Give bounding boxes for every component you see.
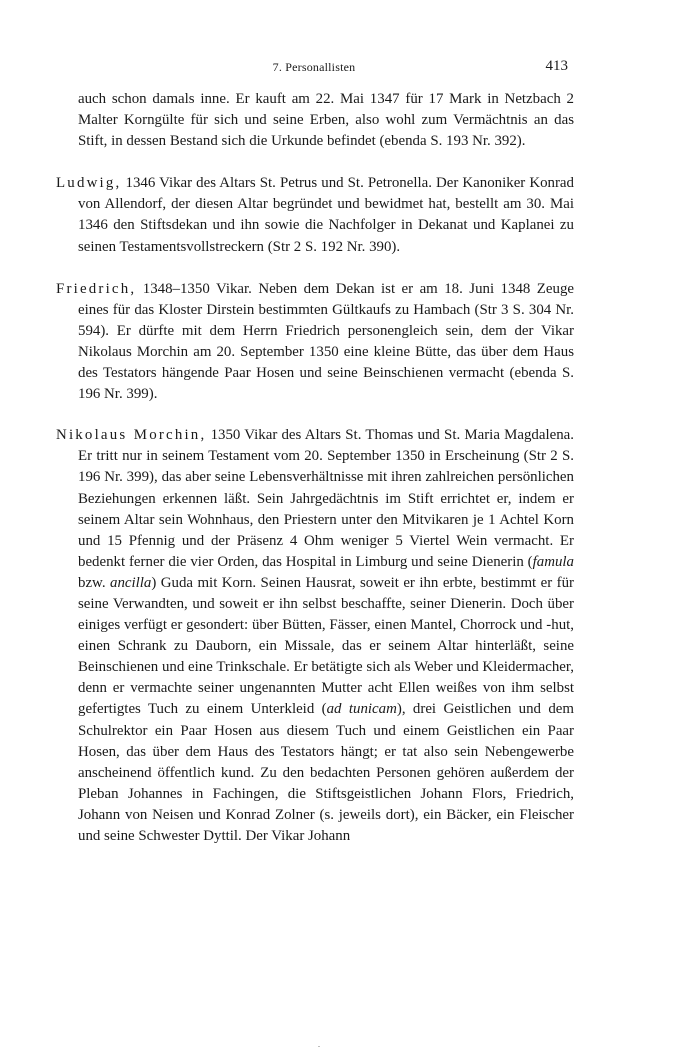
entry-text: bzw.	[78, 574, 111, 591]
entry-name: Friedrich,	[56, 280, 137, 297]
entry-name: Ludwig,	[56, 175, 122, 192]
running-header	[60, 58, 568, 78]
entry-nikolaus-morchin	[56, 425, 574, 847]
entry-text: 1348–1350 Vikar. Neben dem Dekan ist er am 18. Juni 1348 Zeuge eines für das Kloster Dirstein bestimmten Gültkaufs zu Hambach (Str 3 S. 304 Nr. 594). Er dürfte mit dem Herrn Friedrich personengleich sein, dem der Vikar Nikolaus Morchin am 20. September 1350 eine kleine Bütte, das über dem Haus des Testators hängende Paar Hosen und seine Beinschienen vermacht (ebenda S. 196 Nr. 399).	[78, 280, 574, 403]
latin-term: ad tunicam	[326, 701, 397, 718]
entry-text: 1346 Vikar des Altars St. Petrus und St. Petronella. Der Kanoniker Konrad von Allendorf, der diesen Altar begründet und bewidmet hat, bestellt am 30. Mai 1346 den Stiftsdekan und ihn sowie die Nachfolger in Dekanat und Kaplanei zu seinen Testamentsvollstreckern (Str 2 S. 192 Nr. 390).	[78, 175, 574, 255]
entry-text: 1350 Vikar des Altars St. Thomas und St. Maria Magdalena. Er tritt nur in seinem Testament vom 20. September 1350 in Erscheinung (Str 2 S. 196 Nr. 399), das aber seine Lebensverhältnisse mit ihren zahlreichen persönlichen Beziehungen erkennen läßt. Sein Jahrgedächtnis im Stift errichtet er, indem er seinem Altar sein Wohnhaus, den Priestern unter den Mitvikaren je 1 Achtel Korn und 15 Pfennig und der Präsenz 4 Ohm weniger 5 Viertel Wein vermacht. Er bedenkt ferner die vier Orden, das Hospital in Limburg und seine Dienerin (	[78, 427, 574, 570]
page-body	[56, 89, 574, 847]
entry-text: ) Guda mit Korn. Seinen Hausrat, soweit er ihn erbte, bestimmt er für seine Verwandten, und soweit er ihn selbst beschaffte, seiner Dienerin. Doch über einiges verfügt er gesondert: über Bütten, Fässer, einen Mantel, Chorrock und -hut, einen Schrank zu Dauborn, ein Missale, das er seinem Altar hinterläßt, seine Beinschienen und eine Trinkschale. Er betätigte sich als Weber und Kleidermacher, denn er vermachte seiner ungenannten Mutter acht Ellen weißes von ihm selbst gefertigtes Tuch zu einem Unterkleid (	[78, 574, 574, 718]
print-mark: .	[318, 1040, 320, 1049]
continued-paragraph: auch schon damals inne. Er kauft am 22. Mai 1347 für 17 Mark in Netzbach 2 Malter Korngülte für sich und seine Erben, also wohl zum Vermächtnis an das Stift, in dessen Bestand sich die Urkunde befindet (ebenda S. 193 Nr. 392).	[78, 91, 574, 150]
entry-ludwig	[56, 173, 574, 257]
entry-name: Nikolaus Morchin,	[56, 427, 207, 444]
latin-term: ancilla	[110, 574, 152, 591]
latin-term: famula	[532, 553, 574, 570]
entry-friedrich	[56, 279, 574, 406]
page-number: 413	[545, 58, 568, 74]
chapter-title: 7. Personallisten	[272, 60, 356, 74]
entry-text: ), drei Geistlichen und dem Schulrektor ein Paar Hosen aus diesem Tuch und einem Geistlichen ein Paar Hosen, das über dem Haus des Testators hängt; er tat also sein Nebengewerbe anscheinend öffentlich kund. Zu den bedachten Personen gehören außerdem der Pleban Johannes in Fachingen, die Stiftsgeistlichen Johann Flors, Friedrich, Johann von Neisen und Konrad Zolner (s. jeweils dort), ein Bäcker, ein Fleischer und seine Schwester Dyttil. Der Vikar Johann	[78, 701, 574, 844]
